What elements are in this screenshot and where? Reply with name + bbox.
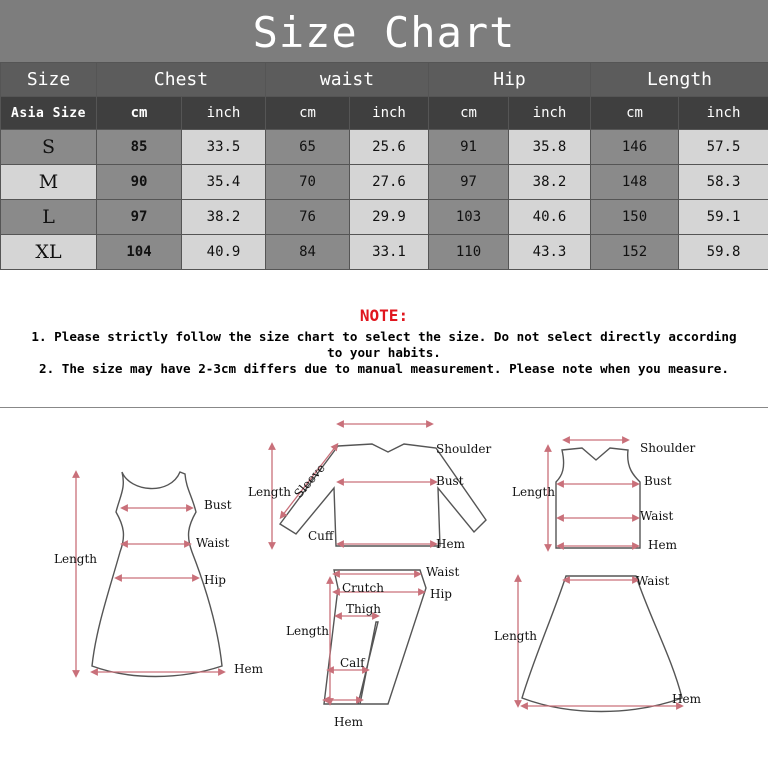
dress-waist-label: Waist [196,536,230,550]
top-length-label: Length [248,485,292,499]
waist-inch-cell: 27.6 [350,165,429,200]
unit-inch: inch [679,97,768,130]
top-shoulder-label: Shoulder [436,442,492,456]
size-cell: M [1,165,97,200]
pants-crutch-label: Crutch [342,581,384,595]
note-line-1: 1. Please strictly follow the size chart to select the size. Do not select directly according [31,329,737,344]
waist-inch-cell: 33.1 [350,235,429,270]
top-sleeve-label: Sleeve [291,460,328,501]
vest-length-label: Length [512,485,556,499]
hip-inch-cell: 40.6 [509,200,591,235]
hip-inch-cell: 38.2 [509,165,591,200]
unit-cm: cm [97,97,182,130]
vest-outline [556,448,640,548]
size-cell: L [1,200,97,235]
pants-hem-label: Hem [334,715,363,729]
vest-hem-label: Hem [648,538,677,552]
length-inch-cell: 59.8 [679,235,768,270]
waist-cm-cell: 70 [266,165,350,200]
length-cm-cell: 152 [591,235,679,270]
pants-calf-label: Calf [340,656,365,670]
note-line-2: 2. The size may have 2-3cm differs due to manual measurement. Please note when you measure. [39,361,729,376]
unit-cm: cm [266,97,350,130]
hip-cm-cell: 91 [429,130,509,165]
measurement-diagrams [0,408,768,761]
chest-cm-cell: 97 [97,200,182,235]
waist-cm-cell: 84 [266,235,350,270]
pants-thigh-label: Thigh [346,602,381,616]
hip-cm-cell: 103 [429,200,509,235]
waist-inch-cell: 25.6 [350,130,429,165]
top-bust-label: Bust [436,474,464,488]
note-line-1-cont: to your habits. [327,345,441,360]
size-table [0,62,768,270]
waist-cm-cell: 76 [266,200,350,235]
unit-row [1,97,768,130]
waist-inch-cell: 29.9 [350,200,429,235]
dress-hip-label: Hip [204,573,226,587]
size-cell: S [1,130,97,165]
dress-hem-label: Hem [234,662,263,676]
table-row [1,235,768,270]
chest-inch-cell: 40.9 [182,235,266,270]
table-row [1,200,768,235]
skirt-outline [522,576,682,712]
top-hem-label: Hem [436,537,465,551]
size-cell: XL [1,235,97,270]
waist-cm-cell: 65 [266,130,350,165]
unit-cm: cm [591,97,679,130]
note-section [0,306,768,377]
unit-inch: inch [350,97,429,130]
hip-inch-cell: 43.3 [509,235,591,270]
length-cm-cell: 148 [591,165,679,200]
vest-bust-label: Bust [644,474,672,488]
table-row [1,130,768,165]
chest-cm-cell: 104 [97,235,182,270]
vest-shoulder-label: Shoulder [640,441,696,455]
chest-inch-cell: 38.2 [182,200,266,235]
pants-hip-label: Hip [430,587,452,601]
vest-waist-label: Waist [640,509,674,523]
unit-inch: inch [182,97,266,130]
length-cm-cell: 150 [591,200,679,235]
table-row [1,165,768,200]
dress-outline [92,472,222,677]
length-inch-cell: 59.1 [679,200,768,235]
header-waist: waist [266,63,429,97]
page-title: Size Chart [0,0,768,62]
unit-cm: cm [429,97,509,130]
unit-inch: inch [509,97,591,130]
chest-cm-cell: 90 [97,165,182,200]
hip-cm-cell: 97 [429,165,509,200]
length-inch-cell: 58.3 [679,165,768,200]
header-row [1,63,768,97]
skirt-length-label: Length [494,629,538,643]
header-asia-size: Asia Size [1,97,97,130]
header-chest: Chest [97,63,266,97]
note-title: NOTE: [359,306,409,325]
top-cuff-label: Cuff [308,529,334,543]
chest-cm-cell: 85 [97,130,182,165]
hip-cm-cell: 110 [429,235,509,270]
header-size: Size [1,63,97,97]
header-length: Length [591,63,768,97]
chest-inch-cell: 33.5 [182,130,266,165]
pants-waist-label: Waist [426,565,460,579]
dress-bust-label: Bust [204,498,232,512]
header-hip: Hip [429,63,591,97]
hip-inch-cell: 35.8 [509,130,591,165]
pants-length-label: Length [286,624,330,638]
dress-length-label: Length [54,552,98,566]
length-cm-cell: 146 [591,130,679,165]
skirt-waist-label: Waist [636,574,670,588]
length-inch-cell: 57.5 [679,130,768,165]
skirt-hem-label: Hem [672,692,701,706]
chest-inch-cell: 35.4 [182,165,266,200]
